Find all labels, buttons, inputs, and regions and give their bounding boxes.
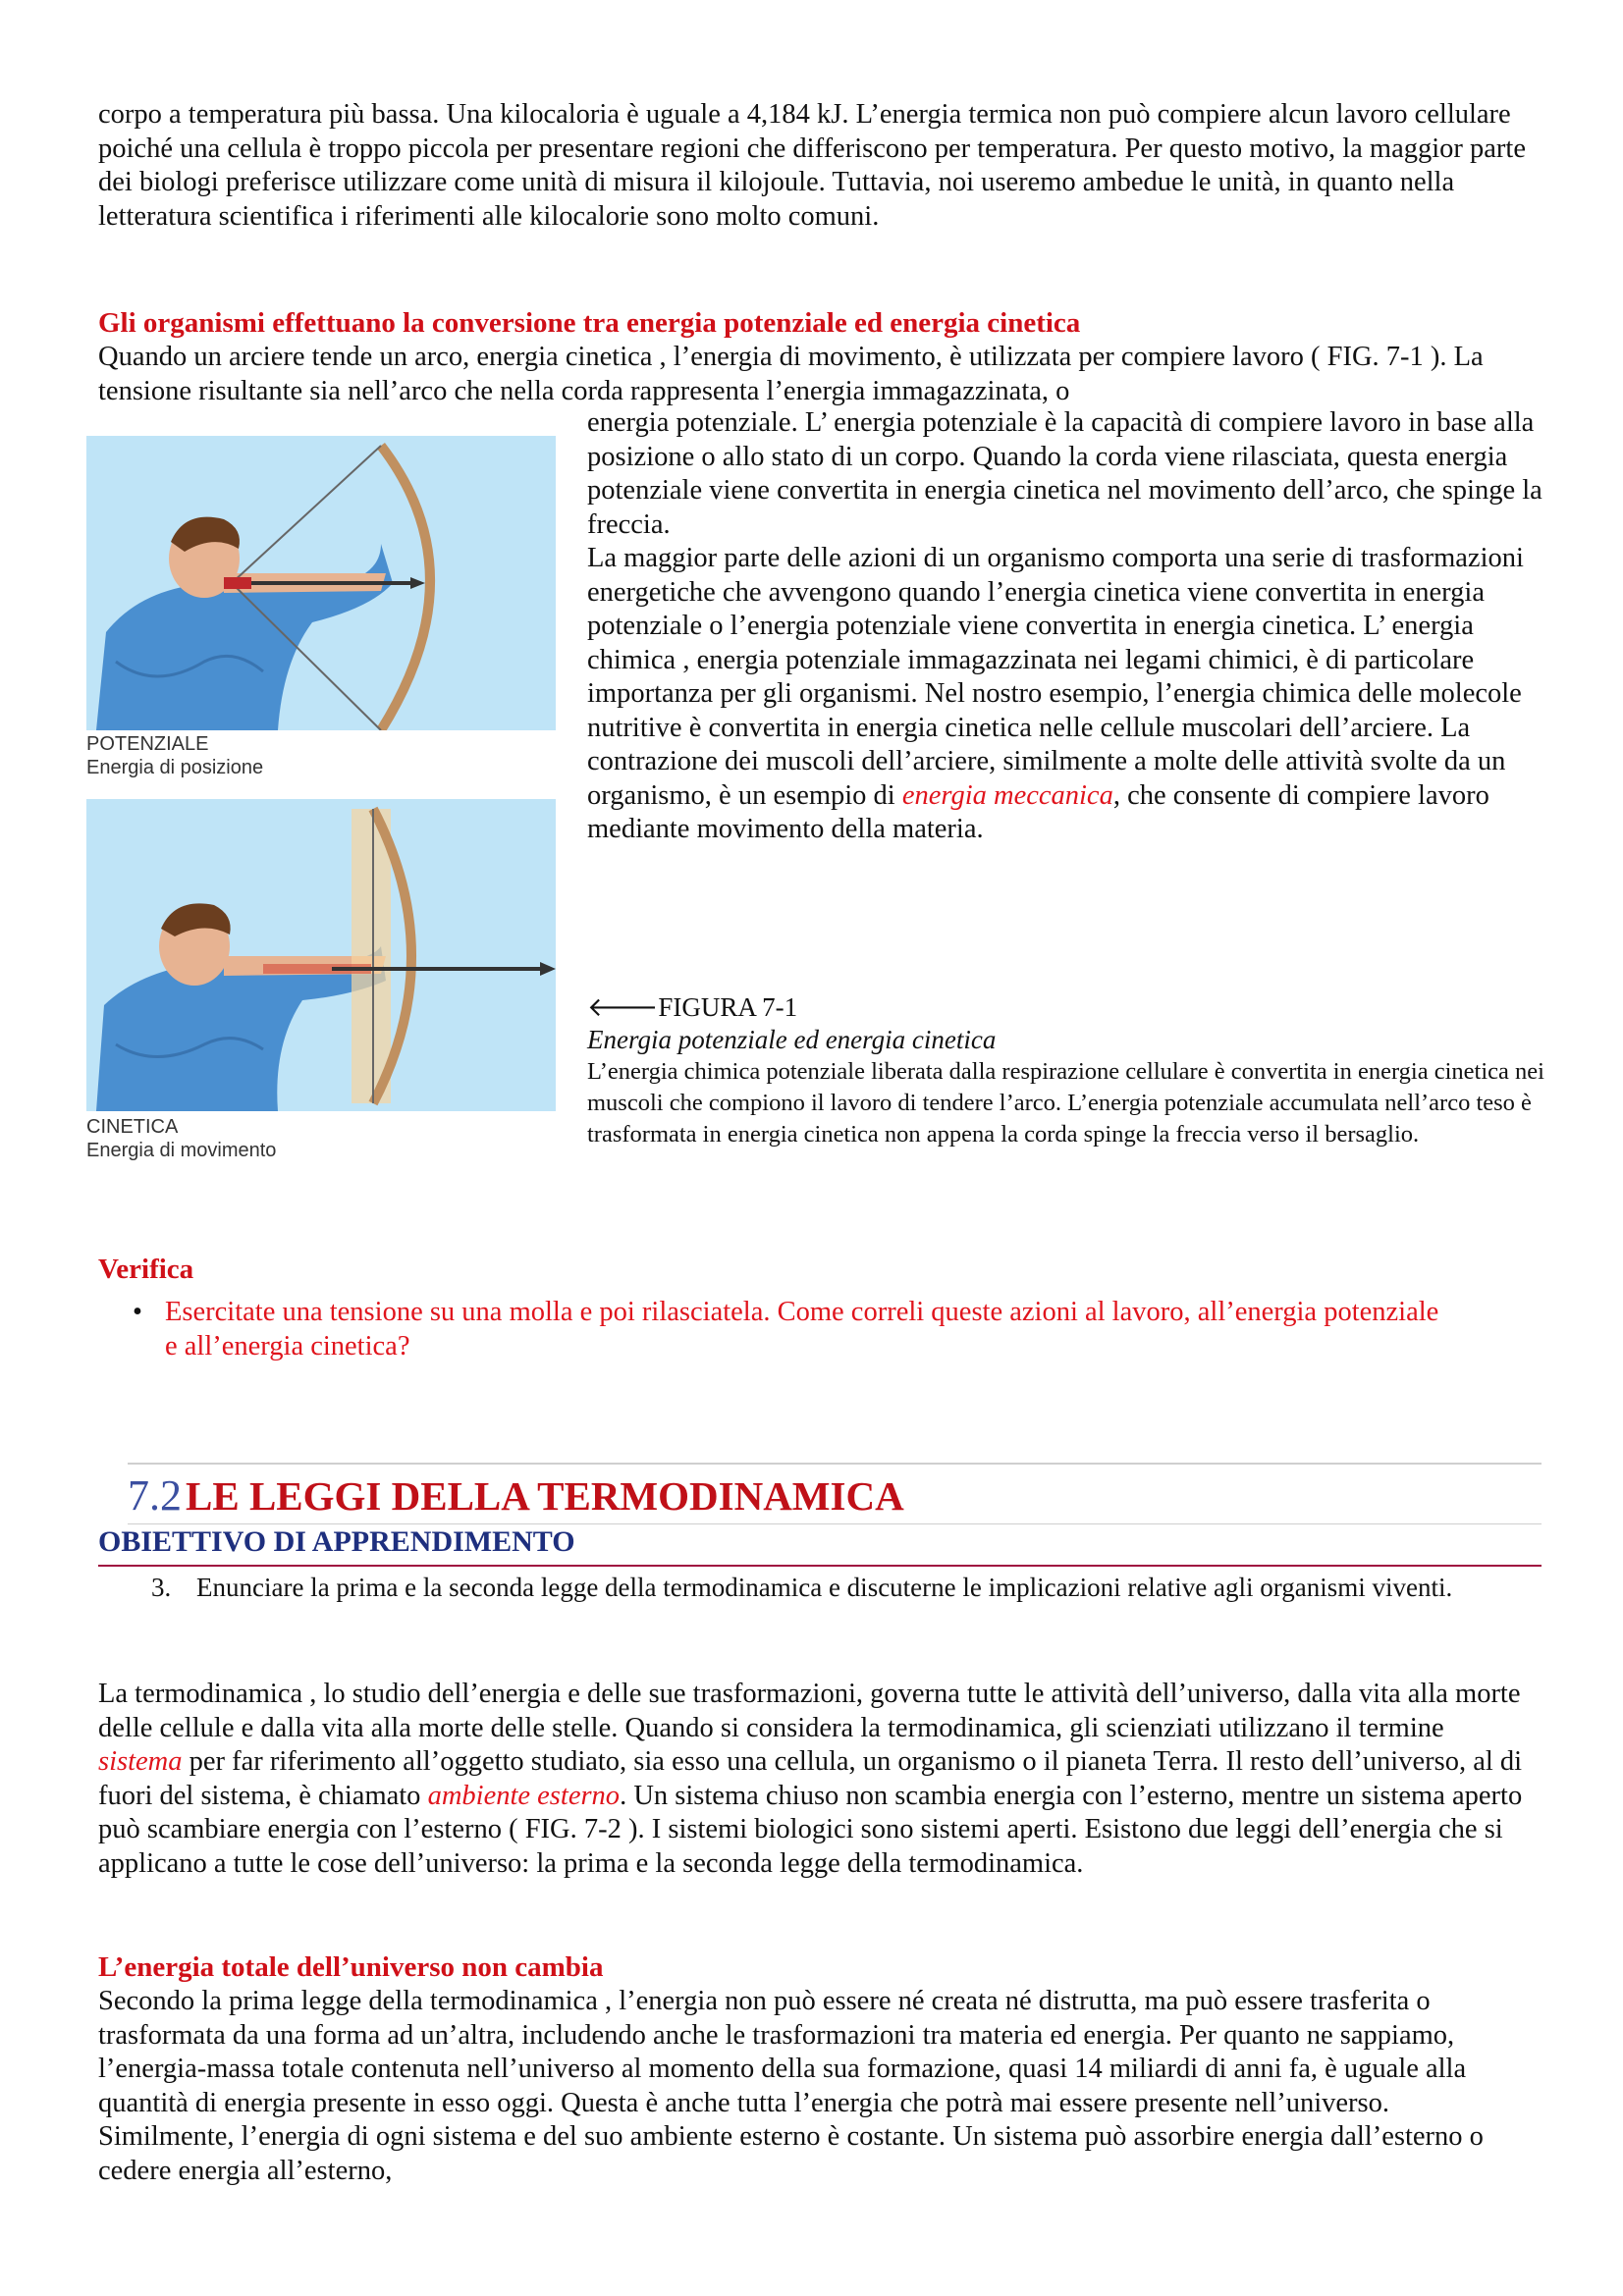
label-cinetica: CINETICA (86, 1116, 179, 1138)
section-top-rule (128, 1463, 1542, 1465)
objective-item (151, 1571, 1512, 1604)
objective-heading: OBIETTIVO DI APPRENDIMENTO (98, 1525, 575, 1558)
label-potenziale: POTENZIALE (86, 733, 209, 755)
objective-text: Enunciare la prima e la seconda legge della termodinamica e discuterne le implicazioni relative agli organismi viventi. (196, 1573, 1453, 1602)
paragraph-archer-intro: Quando un arciere tende un arco, energia cinetica , l’energia di movimento, è utilizzata per compiere lavoro ( FIG. 7-1 ). La tensione risultante sia nell’arco che nella corda rappresenta l’energia immagazzinata, o (98, 342, 1484, 406)
paragraph-energy-transformations: La maggior parte delle azioni di un organismo comporta una serie di trasformazioni energetiche che avvengono quando l’energia cinetica viene convertita in energia potenziale o l’energia potenziale viene convertita in energia cinetica. L’ energia chimica , energia potenziale immagazzinata nei legami chimici, è di particolare importanza per gli organismi. Nel nostro esempio, l’energia chimica delle molecole nutritive è convertita in energia cinetica nelle cellule muscolari dell’arciere. La contrazione dei muscoli dell’arciere, similmente a molte delle attività svolte da un organismo, è un esempio di energia meccanica, che consente di compiere lavoro mediante movimento della materia. (587, 543, 1524, 844)
verifica-item: • Esercitate una tensione su una molla e poi rilasciatela. Come correli queste azioni al lavoro, all’energia potenziale e all’energia cinetica? (133, 1297, 1439, 1362)
objective-rule (98, 1565, 1542, 1567)
figure-top-labels (86, 732, 263, 779)
label-energia-movimento: Energia di movimento (86, 1140, 277, 1161)
label-energia-posizione: Energia di posizione (86, 757, 264, 778)
bullet-icon: • (133, 1297, 142, 1327)
figure-bottom-labels (86, 1115, 276, 1162)
arrow-left-icon: 🡐 (587, 992, 659, 1022)
figure-potential-energy (86, 436, 556, 791)
wrapped-text-column (587, 406, 1569, 847)
objective-number: 3. (151, 1573, 172, 1602)
verifica-heading: Verifica (98, 1254, 194, 1285)
paragraph-first-law: Secondo la prima legge della termodinamica , l’energia non può essere né creata né distrutta, ma può essere trasferita o trasformata da una forma ad un’altra, includendo anche le trasformazioni tra materia ed energia. Per quanto ne sappiamo, l’energia-massa totale contenuta nell’universo al momento della sua formazione, quasi 14 miliardi di anni fa, è uguale alla quantità di energia presente in esso oggi. Questa è anche tutta l’energia che potrà mai essere presente nell’universo. Similmente, l’energia di ogni sistema e del suo ambiente esterno è costante. Un sistema può assorbire energia dall’esterno o cedere energia all’esterno, (98, 1986, 1484, 2186)
section-heading (128, 1470, 904, 1521)
heading-energy-conversion: Gli organismi effettuano la conversione tra energia potenziale ed energia cinetica (98, 307, 1081, 339)
intro-paragraph: corpo a temperatura più bassa. Una kilocaloria è uguale a 4,184 kJ. L’energia termica non può compiere alcun lavoro cellulare poiché una cellula è troppo piccola per presentare regioni che differiscono per temperatura. Per questo motivo, la maggior parte dei biologi preferisce utilizzare come unità di misura il kilojoule. Tuttavia, noi useremo ambedue le unità, in quanto nella letteratura scientifica i riferimenti alle kilocalorie sono molto comuni. (98, 99, 1526, 232)
term-sistema: sistema (98, 1746, 183, 1777)
section-number: 7.2 (128, 1471, 182, 1520)
section-bottom-rule (128, 1523, 1542, 1524)
figure-caption (587, 991, 1569, 1150)
figure-description: L’energia chimica potenziale liberata dalla respirazione cellulare è convertita in energia cinetica nei muscoli che compiono il lavoro di tendere l’arco. L’energia potenziale accumulata nell’arco teso è trasformata in energia cinetica non appena la corda spinge la freccia verso il bersaglio. (587, 1058, 1544, 1148)
figure-label: 🡐FIGURA 7-1 (587, 992, 798, 1022)
section-title: LE LEGGI DELLA TERMODINAMICA (186, 1473, 904, 1519)
figure-title: Energia potenziale ed energia cinetica (587, 1025, 997, 1054)
figure-kinetic-energy (86, 799, 556, 1180)
paragraph-potential-energy: energia potenziale. L’ energia potenziale è la capacità di compiere lavoro in base alla posizione o allo stato di un corpo. Quando la corda viene rilasciata, questa energia potenziale viene convertita in energia cinetica nel movimento dell’arco, che spinge la freccia. (587, 407, 1542, 540)
term-energia-meccanica: energia meccanica (901, 779, 1113, 811)
motion-glow (352, 809, 391, 1103)
paragraph-thermodynamics: La termodinamica , lo studio dell’energia e delle sue trasformazioni, governa tutte le attività dell’universo, dalla vita alla morte delle cellule e dalla vita alla morte delle stelle. Quando si considera la termodinamica, gli scienziati utilizzano il termine sistema per far riferimento all’oggetto studiato, sia esso una cellula, un organismo o il pianeta Terra. Il resto dell’universo, al di fuori del sistema, è chiamato ambiente esterno. Un sistema chiuso non scambia energia con l’esterno, mentre un sistema aperto può scambiare energia con l’esterno ( FIG. 7-2 ). I sistemi biologici sono sistemi aperti. Esistono due leggi dell’energia che si applicano a tutte le cose dell’universo: la prima e la seconda legge della termodinamica. (98, 1679, 1523, 1879)
heading-total-energy: L’energia totale dell’universo non cambia (98, 1951, 604, 1983)
term-ambiente-esterno: ambiente esterno (427, 1780, 621, 1811)
